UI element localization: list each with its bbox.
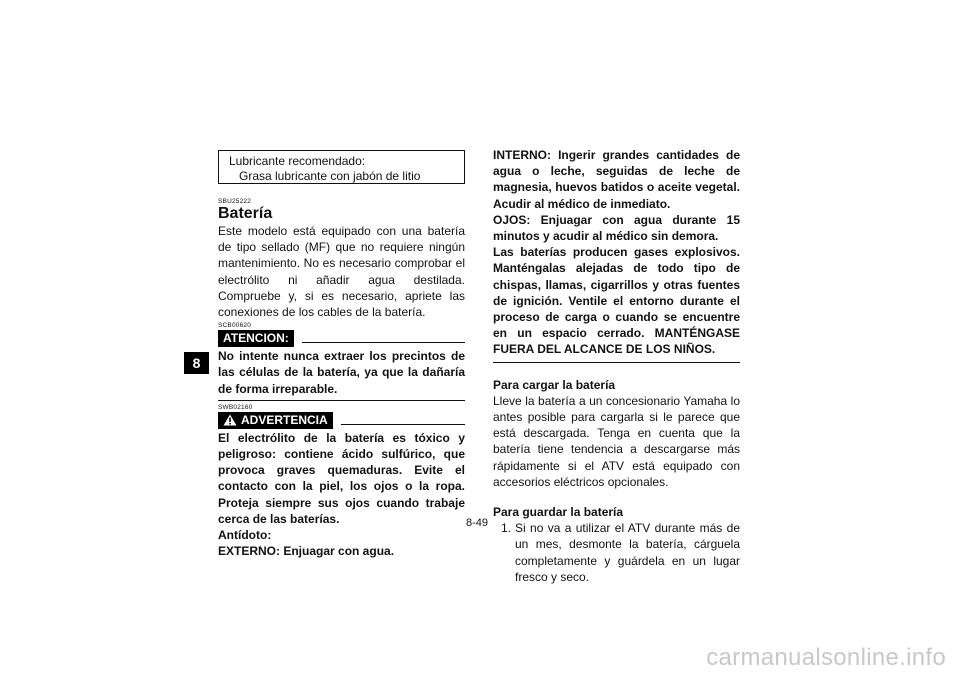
storage-item-number: 1. (501, 521, 512, 536)
caution-header (218, 330, 465, 347)
caution-end-rule (218, 400, 465, 401)
lubricant-box (218, 150, 465, 184)
charging-text: Lleve la batería a un concesionario Yamaha lo antes posible para cargarla si le parece que está descargada. Tenga en cuenta que la batería tiene tendencia a descargarse más rápidamente si el ATV está equipado con accesorios eléctricos opcionales. (493, 393, 740, 489)
antidote-eyes: OJOS: Enjuagar con agua durante 15 minutos y acudir al médico sin demora. (493, 212, 740, 244)
battery-code: SBU25222 (218, 198, 252, 205)
warning-rule (341, 424, 465, 425)
caution-rule (302, 342, 465, 343)
lubricant-label: Lubricante recomendado: (229, 154, 366, 168)
antidote-internal: INTERNO: Ingerir grandes cantidades de agua o leche, seguidas de leche de magnesia, huevos batidos o aceite vegetal. Acudir al médico de inmediato. (493, 148, 740, 211)
right-column (493, 147, 740, 585)
battery-intro: Este modelo está equipado con una batería de tipo sellado (MF) que no requiere ningún mantenimiento. No es necesario comprobar el electrólito ni añadir agua destilada. Compruebe y, si es necesario, apriete las conexiones de los cables de la batería. (218, 224, 465, 320)
caution-text: No intente nunca extraer los precintos de las células de la batería, ya que la dañaría de forma irreparable. (218, 349, 465, 396)
warning-code: SWB02160 (218, 403, 253, 411)
left-column (218, 150, 465, 559)
warning-label: ADVERTENCIA (241, 412, 328, 427)
charging-heading: Para cargar la batería (493, 377, 616, 392)
caution-code: SCB00620 (218, 322, 252, 330)
warning-triangle-icon (223, 414, 237, 426)
warning-label-box (218, 412, 333, 429)
storage-heading: Para guardar la batería (493, 505, 624, 520)
storage-item-text: Si no va a utilizar el ATV durante más de un mes, desmonte la batería, cárguela completamente y guárdela en un lugar fresco y seco. (515, 521, 740, 584)
page-number: 8-49 (466, 517, 489, 529)
caution-label: ATENCION: (218, 330, 294, 347)
lubricant-value: Grasa lubricante con jabón de litio (239, 169, 421, 183)
watermark: carmanualsonline.info (706, 644, 946, 671)
antidote-external: EXTERNO: Enjuagar con agua. (218, 544, 395, 559)
battery-heading: Batería (218, 205, 273, 222)
storage-list-item (501, 520, 740, 585)
antidote-label: Antídoto: (218, 528, 272, 543)
chapter-tab: 8 (184, 352, 209, 374)
warning-header (218, 412, 465, 429)
explosive-gas-warning: Las baterías producen gases explosivos. Manténgalas alejadas de todo tipo de chispas, llamas, cigarrillos y otras fuentes de ignición. Ventile el entorno durante el proceso de carga o cuando se encuentre en un espacio cerrado. MANTÉNGASE FUERA DEL ALCANCE DE LOS NIÑOS. (493, 245, 740, 357)
warning-text: El electrólito de la batería es tóxico y peligroso: contiene ácido sulfúrico, que provoca graves quemaduras. Evite el contacto con la piel, los ojos o la ropa. Proteja siempre sus ojos cuando trabaje cerca de las baterías. (218, 430, 465, 526)
warning-end-rule (493, 362, 740, 363)
